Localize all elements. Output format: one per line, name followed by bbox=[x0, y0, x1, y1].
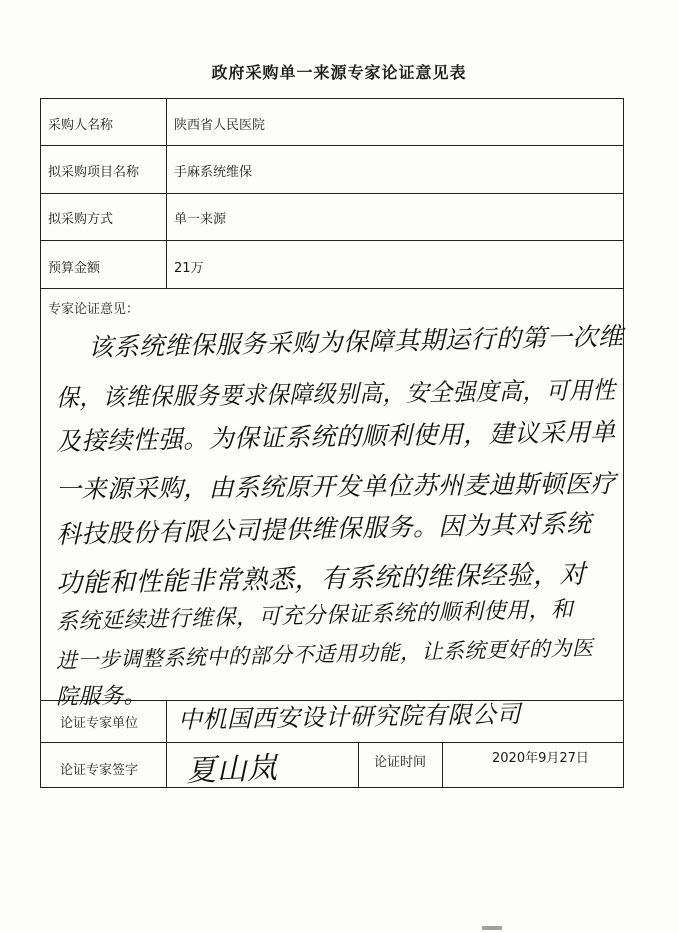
opinion-line: 保，该维保服务要求保障级别高，安全强度高，可用性 bbox=[55, 376, 616, 412]
date-value: 2020年9月27日 bbox=[492, 751, 589, 766]
row-divider bbox=[40, 145, 624, 146]
column-divider bbox=[166, 98, 167, 288]
purchaser-value: 陕西省人民医院 bbox=[174, 118, 266, 133]
opinion-line: 一来源采购，由系统原开发单位苏州麦迪斯顿医疗 bbox=[55, 469, 617, 504]
purchaser-label: 采购人名称 bbox=[48, 118, 114, 133]
expert-unit-label: 论证专家单位 bbox=[60, 716, 139, 731]
budget-value: 21万 bbox=[174, 261, 204, 276]
expert-signature: 夏山岚 bbox=[185, 750, 279, 789]
opinion-line: 该系统维保服务采购为保障其期运行的第一次维 bbox=[87, 321, 624, 362]
row-divider bbox=[40, 240, 624, 241]
date-label: 论证时间 bbox=[374, 755, 427, 770]
project-name-value: 手麻系统维保 bbox=[174, 165, 253, 180]
row-divider bbox=[40, 288, 624, 289]
procurement-method-value: 单一来源 bbox=[174, 212, 227, 227]
opinion-line: 系统延续进行维保，可充分保证系统的顺利使用，和 bbox=[55, 597, 574, 635]
expert-unit-value: 中机国西安设计研究院有限公司 bbox=[177, 700, 522, 734]
opinion-line: 及接续性强。为保证系统的顺利使用，建议采用单 bbox=[55, 417, 617, 456]
column-divider bbox=[358, 742, 359, 788]
opinion-line: 院服务。 bbox=[55, 683, 147, 710]
scan-artifact bbox=[482, 926, 502, 930]
form-title: 政府采购单一来源专家论证意见表 bbox=[211, 63, 467, 82]
row-divider bbox=[40, 742, 624, 743]
procurement-method-label: 拟采购方式 bbox=[48, 212, 114, 227]
column-divider bbox=[442, 742, 443, 788]
opinion-line: 科技股份有限公司提供维保服务。因为其对系统 bbox=[55, 508, 592, 549]
opinion-label: 专家论证意见： bbox=[48, 302, 140, 317]
row-divider bbox=[40, 193, 624, 194]
expert-signature-label: 论证专家签字 bbox=[60, 763, 139, 778]
budget-label: 预算金额 bbox=[48, 261, 101, 276]
opinion-line: 进一步调整系统中的部分不适用功能，让系统更好的为医 bbox=[55, 635, 594, 673]
opinion-line: 功能和性能非常熟悉，有系统的维保经验，对 bbox=[55, 559, 587, 599]
project-name-label: 拟采购项目名称 bbox=[48, 165, 140, 180]
column-divider bbox=[166, 700, 167, 788]
